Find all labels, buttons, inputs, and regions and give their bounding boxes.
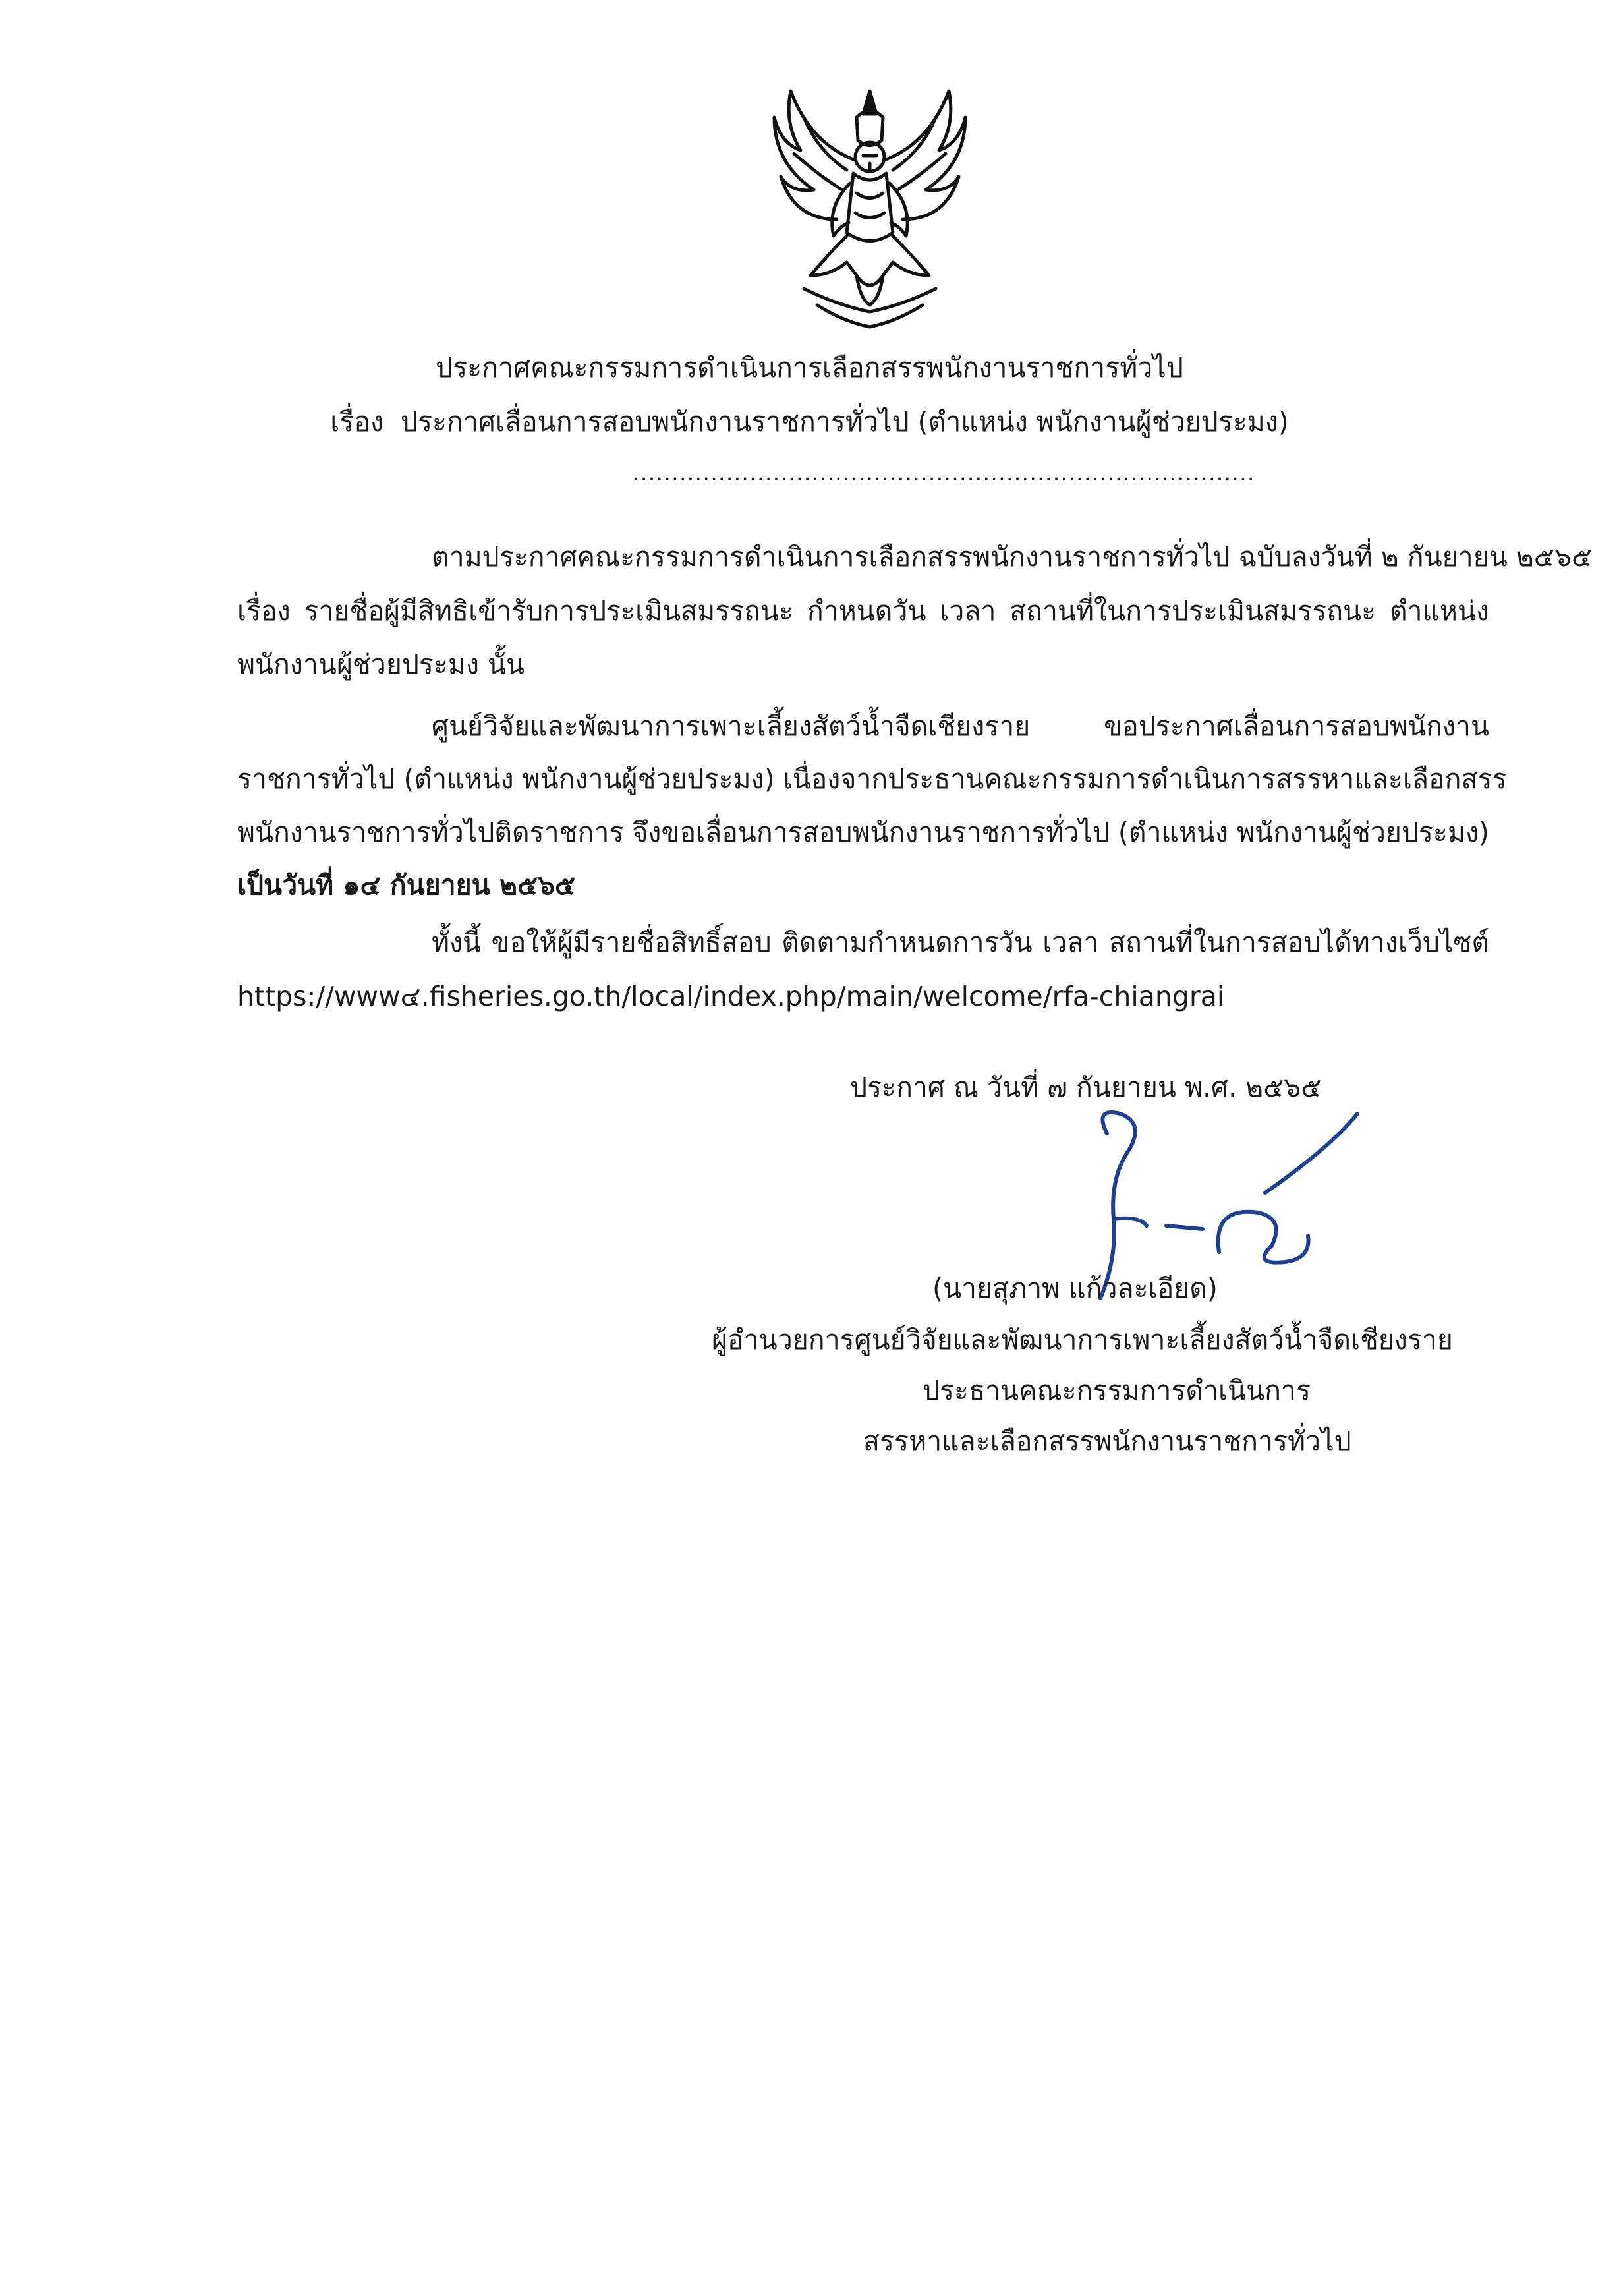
paragraph-2-line-1: ศูนย์วิจัยและพัฒนาการเพาะเลี้ยงสัตว์น้ำจืดเชียงราย ขอประกาศเลื่อนการสอบพนักงาน: [432, 710, 1489, 742]
announcement-subject: [0, 402, 1619, 442]
signatory-position-3: สรรหาและเลือกสรรพนักงานราชการทั่วไป: [863, 1425, 1351, 1457]
garuda-emblem-icon: [764, 78, 975, 335]
paragraph-3-line-1: ทั้งนี้ ขอให้ผู้มีรายชื่อสิทธิ์สอบ ติดตามกำหนดการวัน เวลา สถานที่ในการสอบได้ทางเว็บไซต์: [432, 927, 1489, 958]
paragraph-2-line-3: พนักงานราชการทั่วไปติดราชการ จึงขอเลื่อนการสอบพนักงานราชการทั่วไป (ตำแหน่ง พนักงานผู้ช่วยประมง): [237, 817, 1489, 848]
paragraph-1-line-1: ตามประกาศคณะกรรมการดำเนินการเลือกสรรพนักงานราชการทั่วไป ฉบับลงวันที่ ๒ กันยายน ๒๕๖๕: [432, 541, 1592, 573]
signatory-position-2: ประธานคณะกรรมการดำเนินการ: [923, 1375, 1311, 1406]
paragraph-1-line-2: เรื่อง รายชื่อผู้มีสิทธิเข้ารับการประเมินสมรรถนะ กำหนดวัน เวลา สถานที่ในการประเมินสมรรถนะ ตำแหน่ง: [237, 595, 1489, 627]
paragraph-2-line-2: ราชการทั่วไป (ตำแหน่ง พนักงานผู้ช่วยประมง) เนื่องจากประธานคณะกรรมการดำเนินการสรรหาและเลือกสรร: [237, 763, 1507, 795]
announce-date: ประกาศ ณ วันที่ ๗ กันยายน พ.ศ. ๒๕๖๕: [850, 1072, 1322, 1103]
subject-prefix: เรื่อง: [330, 406, 383, 438]
paragraph-2-line-4: เป็นวันที่ ๑๔ กันยายน ๒๕๖๕: [237, 869, 576, 901]
paragraph-1-line-3: พนักงานผู้ช่วยประมง นั้น: [237, 648, 525, 680]
subject-text: ประกาศเลื่อนการสอบพนักงานราชการทั่วไป (ตำแหน่ง พนักงานผู้ช่วยประมง): [400, 406, 1289, 438]
website-url: https://www๔.fisheries.go.th/local/index.php/main/welcome/rfa-chiangrai: [237, 981, 1225, 1012]
header-divider: ................................................................................: [633, 460, 1255, 486]
signatory-position-1: ผู้อำนวยการศูนย์วิจัยและพัฒนาการเพาะเลี้ยงสัตว์น้ำจืดเชียงราย: [712, 1324, 1453, 1356]
announcement-title: ประกาศคณะกรรมการดำเนินการเลือกสรรพนักงานราชการทั่วไป: [436, 352, 1183, 384]
signatory-name: (นายสุภาพ แก้วละเอียด): [932, 1273, 1218, 1304]
